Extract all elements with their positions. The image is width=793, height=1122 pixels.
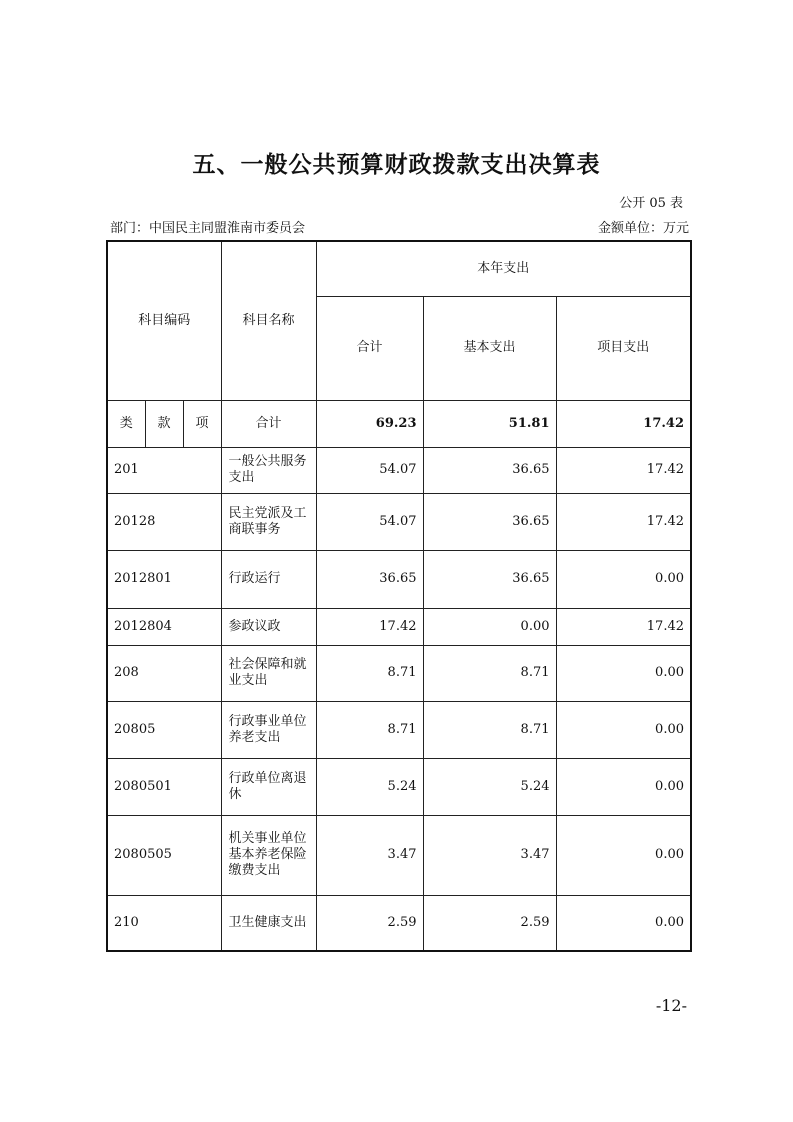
row-basic: 3.47 bbox=[423, 815, 556, 895]
row-project: 0.00 bbox=[556, 550, 691, 608]
row-project: 0.00 bbox=[556, 815, 691, 895]
row-code: 20128 bbox=[107, 493, 221, 550]
header-basic: 基本支出 bbox=[423, 296, 556, 400]
page-title: 五、一般公共预算财政拨款支出决算表 bbox=[192, 152, 601, 178]
row-code: 20805 bbox=[107, 701, 221, 758]
header-xiang: 项 bbox=[183, 400, 221, 447]
totals-label: 合计 bbox=[221, 400, 316, 447]
row-name: 卫生健康支出 bbox=[221, 895, 316, 951]
page-number: -12- bbox=[655, 996, 687, 1015]
table-row bbox=[107, 493, 691, 550]
row-code: 210 bbox=[107, 895, 221, 951]
department-label: 部门：中国民主同盟淮南市委员会 bbox=[110, 221, 306, 236]
row-name: 民主党派及工商联事务 bbox=[221, 493, 316, 550]
row-code: 2080505 bbox=[107, 815, 221, 895]
header-kuan: 款 bbox=[145, 400, 183, 447]
row-total: 17.42 bbox=[316, 608, 423, 645]
unit-label: 金额单位：万元 bbox=[597, 221, 689, 236]
table-row bbox=[107, 815, 691, 895]
form-number: 公开 05 表 bbox=[619, 196, 683, 211]
row-code: 2012801 bbox=[107, 550, 221, 608]
row-name: 行政运行 bbox=[221, 550, 316, 608]
table-row bbox=[107, 701, 691, 758]
row-total: 8.71 bbox=[316, 701, 423, 758]
header-total: 合计 bbox=[316, 296, 423, 400]
totals-total: 69.23 bbox=[316, 400, 423, 447]
row-basic: 2.59 bbox=[423, 895, 556, 951]
row-total: 36.65 bbox=[316, 550, 423, 608]
table-row bbox=[107, 608, 691, 645]
totals-basic: 51.81 bbox=[423, 400, 556, 447]
row-total: 54.07 bbox=[316, 447, 423, 493]
row-project: 0.00 bbox=[556, 701, 691, 758]
row-basic: 36.65 bbox=[423, 550, 556, 608]
row-code: 201 bbox=[107, 447, 221, 493]
row-project: 17.42 bbox=[556, 447, 691, 493]
totals-project: 17.42 bbox=[556, 400, 691, 447]
row-basic: 0.00 bbox=[423, 608, 556, 645]
row-total: 3.47 bbox=[316, 815, 423, 895]
table-row bbox=[107, 645, 691, 701]
row-total: 8.71 bbox=[316, 645, 423, 701]
table-row bbox=[107, 550, 691, 608]
row-total: 2.59 bbox=[316, 895, 423, 951]
row-project: 0.00 bbox=[556, 895, 691, 951]
row-basic: 36.65 bbox=[423, 447, 556, 493]
row-basic: 5.24 bbox=[423, 758, 556, 815]
row-basic: 36.65 bbox=[423, 493, 556, 550]
row-name: 社会保障和就业支出 bbox=[221, 645, 316, 701]
row-project: 17.42 bbox=[556, 493, 691, 550]
row-code: 2012804 bbox=[107, 608, 221, 645]
row-project: 0.00 bbox=[556, 758, 691, 815]
row-name: 行政事业单位养老支出 bbox=[221, 701, 316, 758]
header-name: 科目名称 bbox=[221, 241, 316, 400]
row-code: 208 bbox=[107, 645, 221, 701]
table-row bbox=[107, 758, 691, 815]
header-code: 科目编码 bbox=[107, 241, 221, 400]
row-code: 2080501 bbox=[107, 758, 221, 815]
row-name: 机关事业单位基本养老保险缴费支出 bbox=[221, 815, 316, 895]
header-project: 项目支出 bbox=[556, 296, 691, 400]
row-basic: 8.71 bbox=[423, 701, 556, 758]
header-lei: 类 bbox=[107, 400, 145, 447]
row-name: 一般公共服务支出 bbox=[221, 447, 316, 493]
expenditure-table bbox=[106, 240, 692, 952]
table-row bbox=[107, 895, 691, 951]
row-basic: 8.71 bbox=[423, 645, 556, 701]
row-project: 17.42 bbox=[556, 608, 691, 645]
row-total: 5.24 bbox=[316, 758, 423, 815]
row-project: 0.00 bbox=[556, 645, 691, 701]
row-name: 参政议政 bbox=[221, 608, 316, 645]
table-row bbox=[107, 447, 691, 493]
row-name: 行政单位离退休 bbox=[221, 758, 316, 815]
row-total: 54.07 bbox=[316, 493, 423, 550]
header-year-expenditure: 本年支出 bbox=[316, 241, 691, 296]
